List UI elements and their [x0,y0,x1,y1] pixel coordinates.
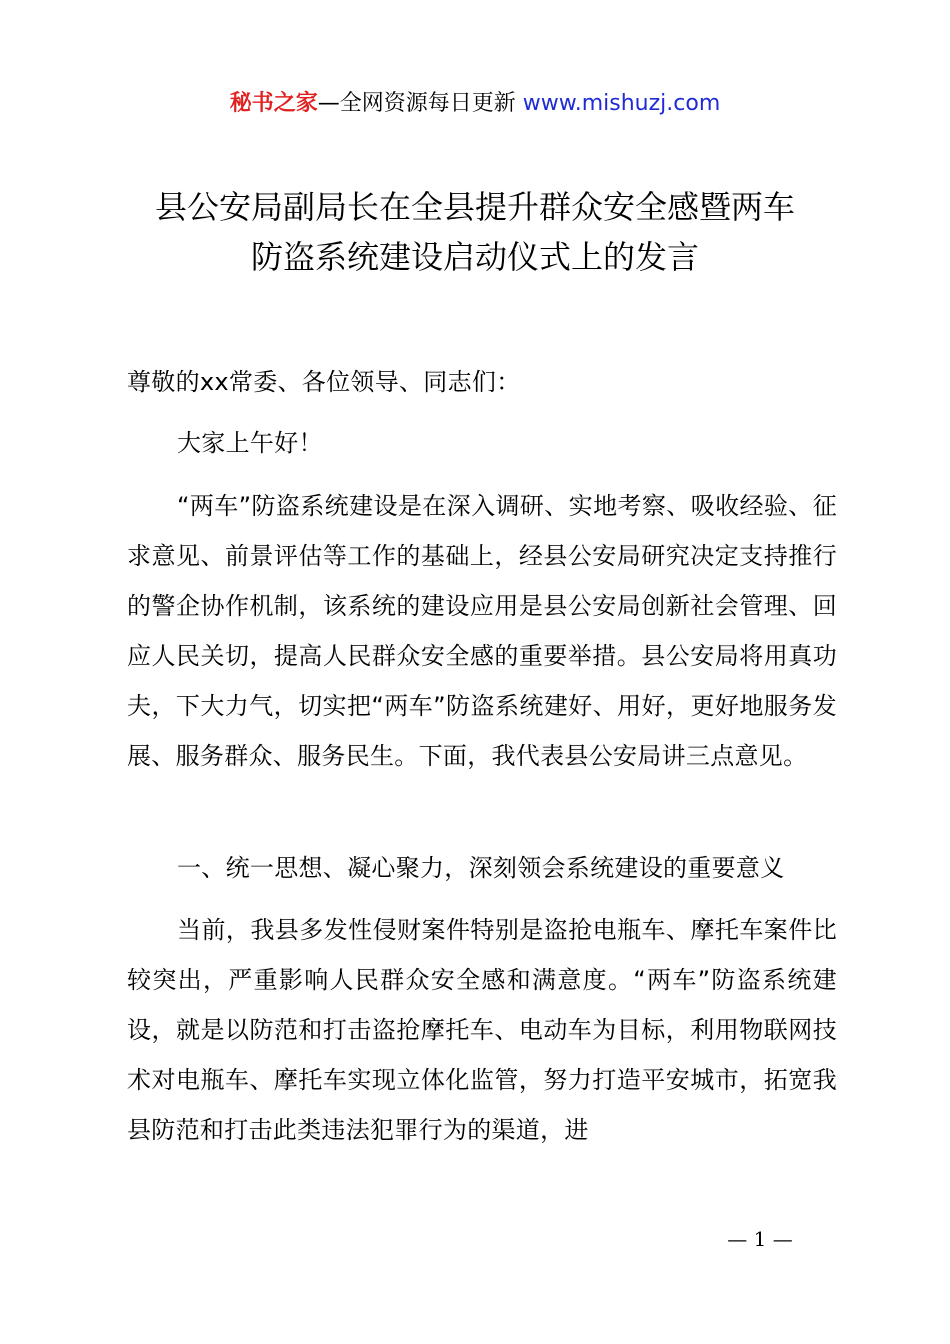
section-heading-1: 一、统一思想、凝心聚力，深刻领会系统建设的重要意义 [177,854,785,882]
salutation: 尊敬的xx常委、各位领导、同志们： [127,368,521,396]
page-number: — 1 — [727,1227,793,1251]
body-paragraph-2: 当前，我县多发性侵财案件特别是盗抢电瓶车、摩托车案件比较突出，严重影响人民群众安全感和满意度。“两车”防盗系统建设，就是以防范和打击盗抢摩托车、电动车为目标，利用物联网技术对电瓶车、摩托车实现立体化监管，努力打造平安城市，拓宽我县防范和打击此类违法犯罪行为的渠道，进 [127,916,837,1144]
title-line-2: 防盗系统建设启动仪式上的发言 [250,238,699,276]
site-header [0,88,950,120]
greeting: 大家上午好！ [177,429,323,457]
site-tagline: —全网资源每日更新 [317,91,523,116]
document-title [60,182,890,282]
title-line-1: 县公安局副局长在全县提升群众安全感暨两车 [154,188,795,226]
body-paragraph-1: “两车”防盗系统建设是在深入调研、实地考察、吸收经验、征求意见、前景评估等工作的基础上，经县公安局研究决定支持推行的警企协作机制，该系统的建设应用是县公安局创新社会管理、回应人民关切，提高人民群众安全感的重要举措。县公安局将用真功夫，下大力气，切实把“两车”防盗系统建好、用好，更好地服务发展、服务群众、服务民生。下面，我代表县公安局讲三点意见。 [127,492,837,770]
brand-name: 秘书之家 [229,91,318,116]
site-url[interactable]: www.mishuzj.com [522,91,721,116]
